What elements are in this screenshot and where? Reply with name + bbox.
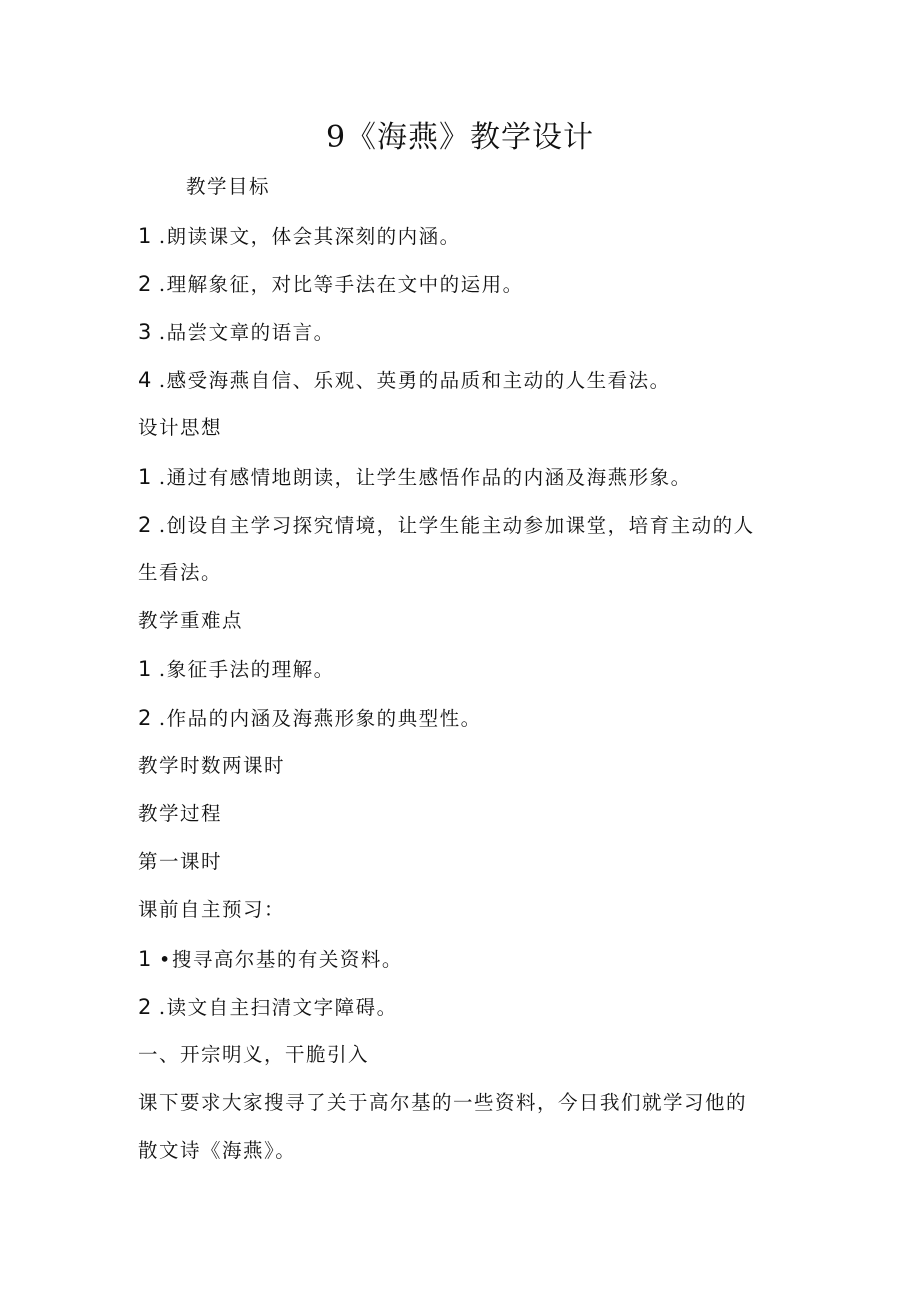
line-text: .作品的内涵及海燕形象的典型性。 xyxy=(158,707,482,730)
item-number: 2 xyxy=(138,513,153,537)
idea-item-1 xyxy=(138,462,692,493)
section-heading-1 xyxy=(138,1040,369,1070)
idea-item-2 xyxy=(138,510,755,541)
document-title: 9《海燕》教学设计 xyxy=(325,120,595,155)
goal-item-1 xyxy=(138,221,461,252)
line-text: 教学过程 xyxy=(138,802,223,825)
item-number: 2 xyxy=(138,272,153,296)
idea-item-2-continued xyxy=(138,558,222,588)
line-text: .朗读课文，体会其深刻的内涵。 xyxy=(158,225,461,248)
line-text: 课前自主预习： xyxy=(138,898,286,921)
heading-preview xyxy=(138,895,285,925)
item-number: 2 xyxy=(138,706,153,730)
line-text: .品尝文章的语言。 xyxy=(158,321,335,344)
item-number: 1 xyxy=(138,465,153,489)
heading-teaching-process xyxy=(138,799,222,829)
line-text: •搜寻高尔基的有关资料。 xyxy=(158,948,403,971)
goal-item-2 xyxy=(138,269,524,300)
line-text: .理解象征，对比等手法在文中的运用。 xyxy=(158,273,524,296)
line-text: 课下要求大家搜寻了关于高尔基的一些资料，今日我们就学习他的 xyxy=(138,1091,748,1114)
teaching-hours xyxy=(138,751,285,781)
item-number: 3 xyxy=(138,320,153,344)
line-text: 设计思想 xyxy=(138,416,223,439)
heading-design-ideas xyxy=(138,413,222,443)
line-text: 第一课时 xyxy=(138,850,223,873)
goal-item-4 xyxy=(138,365,671,396)
line-text: 生看法。 xyxy=(138,561,223,584)
line-text: 教学时数两课时 xyxy=(138,754,286,777)
line-text: .创设自主学习探究情境，让学生能主动参加课堂，培育主动的人 xyxy=(158,514,755,537)
line-text: 教学目标 xyxy=(186,175,271,198)
item-number: 2 xyxy=(138,995,153,1019)
preview-item-2 xyxy=(138,992,398,1023)
heading-teaching-goals xyxy=(186,172,270,202)
line-text: .象征手法的理解。 xyxy=(158,658,335,681)
item-number: 4 xyxy=(138,368,153,392)
goal-item-3 xyxy=(138,317,335,348)
line-text: 教学重难点 xyxy=(138,609,244,632)
paragraph-line-1 xyxy=(138,1088,747,1118)
heading-key-points xyxy=(138,606,243,636)
line-text: .感受海燕自信、乐观、英勇的品质和主动的人生看法。 xyxy=(158,369,671,392)
item-number: 1 xyxy=(138,224,153,248)
line-text: 散文诗《海燕》。 xyxy=(138,1139,297,1162)
paragraph-line-2 xyxy=(138,1136,296,1166)
line-text: .读文自主扫清文字障碍。 xyxy=(158,996,398,1019)
line-text: 一、开宗明义，干脆引入 xyxy=(138,1043,370,1066)
line-text: .通过有感情地朗读，让学生感悟作品的内涵及海燕形象。 xyxy=(158,466,692,489)
item-number: 1 xyxy=(138,947,153,971)
key-point-item-1 xyxy=(138,654,335,685)
heading-first-lesson xyxy=(138,847,222,877)
item-number: 1 xyxy=(138,657,153,681)
key-point-item-2 xyxy=(138,703,482,734)
preview-item-1 xyxy=(138,944,403,975)
